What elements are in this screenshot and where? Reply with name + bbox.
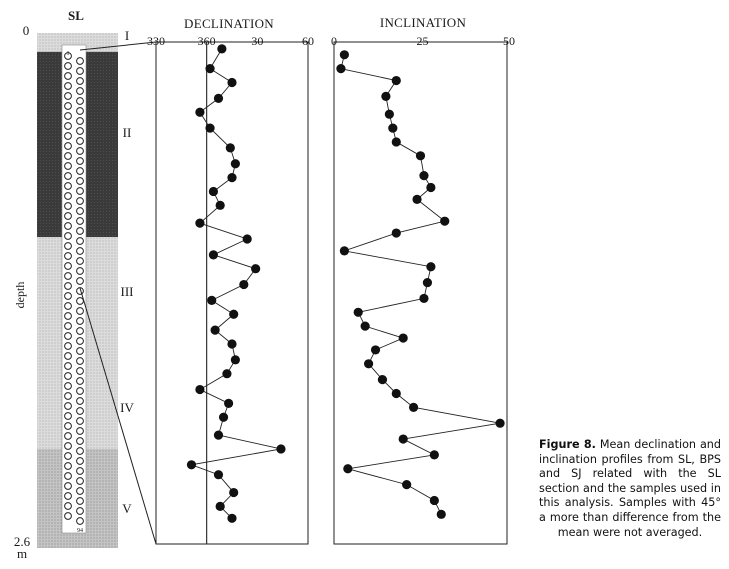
data-point (392, 137, 401, 146)
sample-circle (77, 448, 84, 455)
data-point (219, 413, 228, 422)
data-point (419, 294, 428, 303)
sample-circle (65, 303, 72, 310)
sample-circle (65, 143, 72, 150)
sample-circle (65, 453, 72, 460)
sample-circle (65, 183, 72, 190)
data-point (226, 143, 235, 152)
sample-circle (77, 58, 84, 65)
sample-circle (65, 83, 72, 90)
data-point (205, 64, 214, 73)
data-point (229, 488, 238, 497)
stratigraphic-column (37, 33, 118, 548)
sample-circle (77, 238, 84, 245)
sample-circle (65, 413, 72, 420)
sample-circle (65, 173, 72, 180)
data-point (209, 250, 218, 259)
sample-circle (65, 153, 72, 160)
sample-circle (77, 168, 84, 175)
sample-circle (65, 463, 72, 470)
sample-circle (77, 518, 84, 525)
data-point (440, 217, 449, 226)
data-point (419, 171, 428, 180)
data-point (392, 389, 401, 398)
sample-circle (77, 98, 84, 105)
caption-text: Mean declination and inclination profiles from SL, BPS and SJ related with the SL section and the samples used in this analysis. Samples with 45° a more than difference from the mean were not averaged. (539, 438, 721, 539)
data-point (207, 296, 216, 305)
sample-circle (65, 203, 72, 210)
figure-caption (539, 438, 721, 540)
sample-circle (77, 78, 84, 85)
sample-circle (77, 388, 84, 395)
sample-circle (65, 273, 72, 280)
sample-circle (65, 493, 72, 500)
data-point (430, 450, 439, 459)
data-point (227, 78, 236, 87)
data-point (343, 464, 352, 473)
sample-circle (77, 178, 84, 185)
data-point (416, 151, 425, 160)
sample-circle (65, 333, 72, 340)
data-point (224, 399, 233, 408)
sample-circle (65, 193, 72, 200)
sample-circle (65, 443, 72, 450)
sample-circle (77, 218, 84, 225)
unit-labels (120, 28, 134, 516)
data-point (430, 496, 439, 505)
sample-circle (77, 328, 84, 335)
data-point (426, 183, 435, 192)
data-point (216, 201, 225, 210)
sample-circle (65, 403, 72, 410)
sample-circle (65, 223, 72, 230)
data-point (495, 419, 504, 428)
sample-circle (77, 488, 84, 495)
data-point (381, 92, 390, 101)
data-point (364, 359, 373, 368)
sample-circle (65, 503, 72, 510)
data-point (251, 264, 260, 273)
sample-circle (65, 483, 72, 490)
data-point (437, 510, 446, 519)
data-point (409, 403, 418, 412)
sample-circle (77, 378, 84, 385)
data-point (231, 355, 240, 364)
sample-circle (77, 468, 84, 475)
unit-label: V (122, 501, 132, 516)
sample-circle (77, 108, 84, 115)
sample-circle (77, 498, 84, 505)
x-tick-label: 360 (197, 34, 216, 48)
sample-circle (65, 513, 72, 520)
sample-circle (77, 348, 84, 355)
sample-circle (65, 253, 72, 260)
sample-circle (77, 278, 84, 285)
data-point (216, 502, 225, 511)
sample-circle (77, 138, 84, 145)
data-point (227, 514, 236, 523)
data-point (187, 460, 196, 469)
inclination-plot (331, 34, 515, 519)
sample-last-label: 94 (77, 528, 83, 534)
sample-circle (77, 258, 84, 265)
data-point (354, 308, 363, 317)
sample-circle (77, 478, 84, 485)
sample-circle (77, 438, 84, 445)
unit-label: III (120, 284, 134, 299)
data-point (361, 322, 370, 331)
data-point (195, 219, 204, 228)
sample-circle (77, 68, 84, 75)
data-point (227, 173, 236, 182)
sample-circle (65, 213, 72, 220)
sample-circle (77, 298, 84, 305)
sample-circle (65, 113, 72, 120)
data-point (399, 333, 408, 342)
declination-plot-frame (156, 42, 308, 544)
sample-circle (65, 283, 72, 290)
sample-circle (65, 433, 72, 440)
data-point (209, 187, 218, 196)
data-point (231, 159, 240, 168)
sample-circle (77, 268, 84, 275)
data-point (239, 280, 248, 289)
data-point (243, 234, 252, 243)
sample-circle (65, 63, 72, 70)
unit-label: I (124, 28, 130, 43)
data-point (205, 123, 214, 132)
sample-circle (65, 383, 72, 390)
data-point (392, 228, 401, 237)
sample-circle (65, 263, 72, 270)
data-point (399, 434, 408, 443)
sample-circle (65, 293, 72, 300)
sample-circle (77, 418, 84, 425)
data-point (385, 110, 394, 119)
sample-circle (77, 118, 84, 125)
sample-circle (77, 148, 84, 155)
sample-circle (77, 88, 84, 95)
data-point (217, 44, 226, 53)
depth-axis-label: depth (13, 281, 27, 309)
unit-label: II (122, 125, 132, 140)
series-line (341, 55, 500, 515)
sample-circle (77, 358, 84, 365)
sample-circle (65, 163, 72, 170)
sample-circle (65, 103, 72, 110)
sample-circle (77, 318, 84, 325)
sample-circle (77, 208, 84, 215)
sample-circle (77, 398, 84, 405)
inclination-title: INCLINATION (379, 15, 467, 30)
sample-circle (65, 73, 72, 80)
sample-circle (65, 423, 72, 430)
declination-title: DECLINATION (184, 16, 274, 31)
sample-circle (77, 228, 84, 235)
x-tick-label: 30 (251, 34, 264, 48)
sample-first-label: 1 (66, 51, 70, 57)
data-point (229, 310, 238, 319)
sample-circle (77, 408, 84, 415)
sample-circle (65, 123, 72, 130)
data-point (340, 50, 349, 59)
column-title: SL (68, 8, 84, 23)
data-point (378, 375, 387, 384)
sample-circle (65, 323, 72, 330)
sample-circle (77, 308, 84, 315)
data-point (214, 94, 223, 103)
declination-plot (147, 34, 314, 544)
depth-top-label: 0 (22, 23, 30, 38)
sample-circle (65, 373, 72, 380)
data-point (336, 64, 345, 73)
data-point (211, 326, 220, 335)
sample-circle (77, 338, 84, 345)
data-point (402, 480, 411, 489)
sample-circle (65, 343, 72, 350)
depth-unit-label: m (16, 546, 28, 561)
data-point (423, 278, 432, 287)
data-point (340, 246, 349, 255)
data-point (371, 345, 380, 354)
x-tick-label: -25 (412, 34, 429, 48)
sample-circle (65, 363, 72, 370)
depth-bottom-label: 2.6 (13, 534, 31, 549)
sample-circle (77, 368, 84, 375)
data-point (214, 430, 223, 439)
x-tick-label: 60 (302, 34, 314, 48)
sample-circle (77, 158, 84, 165)
sample-circle (65, 233, 72, 240)
sample-circle (77, 428, 84, 435)
sample-circle (77, 508, 84, 515)
sample-circle (77, 198, 84, 205)
sample-circle (65, 243, 72, 250)
sample-circle (65, 133, 72, 140)
data-point (222, 369, 231, 378)
data-point (276, 444, 285, 453)
data-point (412, 195, 421, 204)
sample-circle (65, 353, 72, 360)
inclination-plot-frame (334, 42, 507, 544)
sample-circle (65, 473, 72, 480)
data-point (195, 108, 204, 117)
x-tick-label: -50 (499, 34, 515, 48)
data-point (195, 385, 204, 394)
sample-circle (77, 188, 84, 195)
data-point (227, 339, 236, 348)
sample-circle (77, 248, 84, 255)
caption-label: Figure 8. (539, 438, 596, 451)
data-point (392, 76, 401, 85)
sample-circle (77, 458, 84, 465)
x-tick-label: 0 (331, 34, 337, 48)
data-point (388, 123, 397, 132)
sample-circle (65, 313, 72, 320)
sample-circle (65, 393, 72, 400)
data-point (426, 262, 435, 271)
data-point (214, 470, 223, 479)
series-line (191, 49, 281, 518)
sample-circle (65, 93, 72, 100)
x-tick-label: 330 (147, 34, 165, 48)
sample-circle (77, 128, 84, 135)
unit-label: IV (120, 400, 134, 415)
